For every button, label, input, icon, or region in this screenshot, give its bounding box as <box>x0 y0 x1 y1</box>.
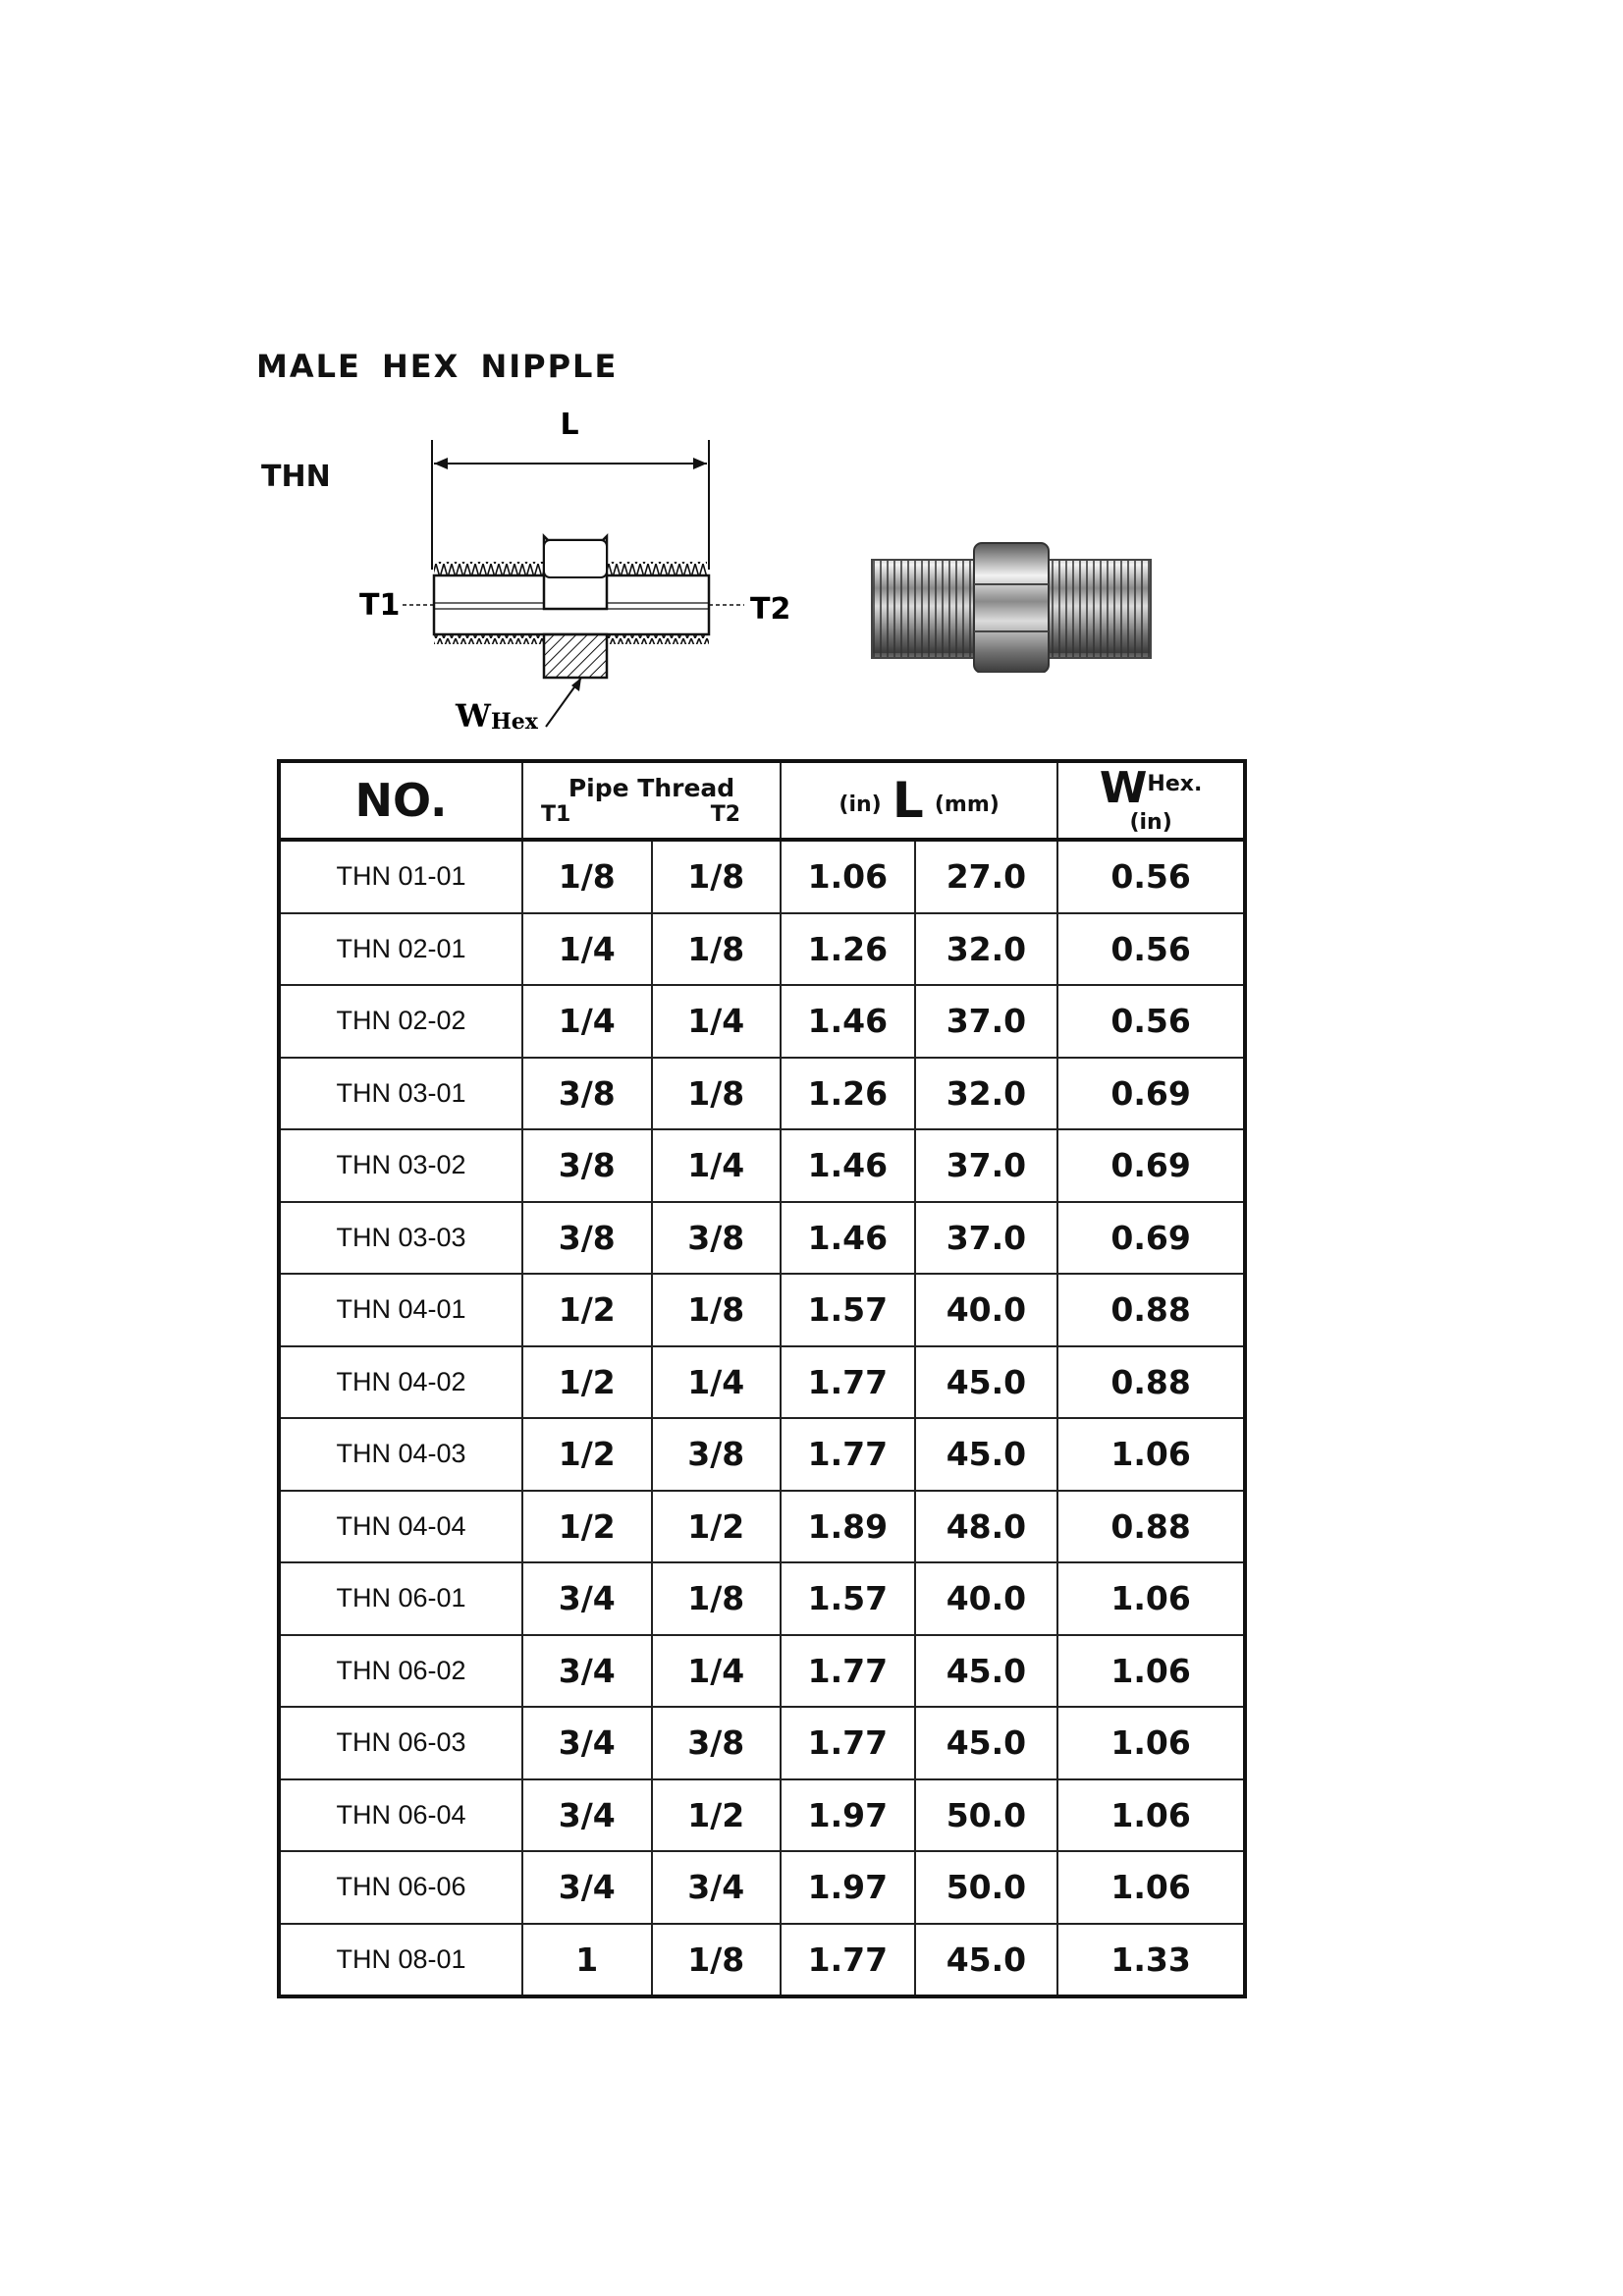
cell-length-in: 1.46 <box>781 1202 915 1275</box>
table-row <box>279 1346 1245 1419</box>
cell-length-mm: 40.0 <box>915 1562 1058 1635</box>
thread-upper-right <box>605 562 707 575</box>
cell-w-hex: 1.06 <box>1057 1635 1245 1708</box>
t1-label: T1 <box>359 588 401 623</box>
cell-length-mm: 32.0 <box>915 913 1058 986</box>
page-title: MALE HEX NIPPLE <box>256 348 619 385</box>
cell-length-mm: 27.0 <box>915 840 1058 913</box>
cell-w-hex: 1.06 <box>1057 1851 1245 1924</box>
table-row <box>279 1058 1245 1130</box>
cell-part-no: THN 06-06 <box>279 1851 522 1924</box>
cell-t2: 1/8 <box>652 840 782 913</box>
table-row <box>279 1129 1245 1202</box>
cell-length-mm: 45.0 <box>915 1707 1058 1779</box>
table-row <box>279 1562 1245 1635</box>
cell-t1: 1/4 <box>522 913 652 986</box>
cell-t2: 3/8 <box>652 1707 782 1779</box>
cell-length-in: 1.06 <box>781 840 915 913</box>
spec-table <box>277 759 1247 1998</box>
cell-length-in: 1.89 <box>781 1491 915 1563</box>
cell-t2: 1/8 <box>652 913 782 986</box>
cell-t2: 1/8 <box>652 1058 782 1130</box>
cell-w-hex: 0.88 <box>1057 1491 1245 1563</box>
cell-w-hex: 1.06 <box>1057 1707 1245 1779</box>
cell-part-no: THN 04-01 <box>279 1274 522 1346</box>
w-label: W <box>456 697 491 735</box>
cell-length-mm: 32.0 <box>915 1058 1058 1130</box>
cell-w-hex: 0.69 <box>1057 1058 1245 1130</box>
cell-t1: 1/2 <box>522 1274 652 1346</box>
cell-part-no: THN 06-02 <box>279 1635 522 1708</box>
cell-part-no: THN 06-04 <box>279 1779 522 1852</box>
header-w-hex: WHex. (in) <box>1057 761 1245 840</box>
cell-length-mm: 45.0 <box>915 1635 1058 1708</box>
table-row <box>279 840 1245 913</box>
header-length: (in) L (mm) <box>781 761 1057 840</box>
cell-part-no: THN 02-01 <box>279 913 522 986</box>
cell-w-hex: 1.06 <box>1057 1418 1245 1491</box>
cell-t1: 3/4 <box>522 1851 652 1924</box>
cell-length-mm: 37.0 <box>915 1129 1058 1202</box>
cell-part-no: THN 03-02 <box>279 1129 522 1202</box>
cell-w-hex: 1.06 <box>1057 1779 1245 1852</box>
cell-length-mm: 45.0 <box>915 1924 1058 1997</box>
length-label: L <box>560 412 579 442</box>
cell-w-hex: 0.56 <box>1057 840 1245 913</box>
thread-upper-left <box>434 562 544 575</box>
cell-t2: 1/8 <box>652 1274 782 1346</box>
cell-length-in: 1.97 <box>781 1851 915 1924</box>
table-row <box>279 1779 1245 1852</box>
cell-part-no: THN 04-03 <box>279 1418 522 1491</box>
table-row <box>279 913 1245 986</box>
pipe-thread-label: Pipe Thread <box>568 774 735 802</box>
cell-t2: 1/8 <box>652 1562 782 1635</box>
t1-header: T1 <box>541 802 571 827</box>
cell-length-in: 1.26 <box>781 913 915 986</box>
cell-part-no: THN 08-01 <box>279 1924 522 1997</box>
table-row <box>279 1707 1245 1779</box>
cell-part-no: THN 03-01 <box>279 1058 522 1130</box>
cell-t2: 3/8 <box>652 1418 782 1491</box>
cell-length-mm: 40.0 <box>915 1274 1058 1346</box>
thread-lower-right <box>607 634 709 644</box>
cell-length-in: 1.97 <box>781 1779 915 1852</box>
cell-length-mm: 37.0 <box>915 1202 1058 1275</box>
technical-drawing <box>353 412 825 746</box>
cell-t2: 1/4 <box>652 985 782 1058</box>
cell-t1: 1/2 <box>522 1491 652 1563</box>
cell-w-hex: 0.56 <box>1057 985 1245 1058</box>
cell-length-in: 1.77 <box>781 1346 915 1419</box>
cell-w-hex: 0.69 <box>1057 1202 1245 1275</box>
table-row <box>279 1274 1245 1346</box>
cell-length-in: 1.77 <box>781 1418 915 1491</box>
cell-part-no: THN 04-02 <box>279 1346 522 1419</box>
cell-t2: 1/4 <box>652 1635 782 1708</box>
t2-header: T2 <box>710 802 741 827</box>
table-row <box>279 1202 1245 1275</box>
cell-length-mm: 48.0 <box>915 1491 1058 1563</box>
cell-length-in: 1.26 <box>781 1058 915 1130</box>
cell-length-mm: 45.0 <box>915 1418 1058 1491</box>
header-no: NO. <box>279 761 522 840</box>
cell-w-hex: 1.06 <box>1057 1562 1245 1635</box>
cell-t1: 1/2 <box>522 1346 652 1419</box>
cell-length-in: 1.46 <box>781 985 915 1058</box>
hex-section <box>544 634 607 678</box>
cell-length-in: 1.57 <box>781 1562 915 1635</box>
cell-t1: 3/4 <box>522 1779 652 1852</box>
cell-t1: 1/4 <box>522 985 652 1058</box>
cell-part-no: THN 04-04 <box>279 1491 522 1563</box>
table-row <box>279 985 1245 1058</box>
cell-w-hex: 0.56 <box>1057 913 1245 986</box>
cell-part-no: THN 03-03 <box>279 1202 522 1275</box>
cell-w-hex: 0.88 <box>1057 1346 1245 1419</box>
cell-t2: 1/2 <box>652 1779 782 1852</box>
cell-t1: 3/8 <box>522 1058 652 1130</box>
cell-part-no: THN 06-01 <box>279 1562 522 1635</box>
cell-length-mm: 50.0 <box>915 1779 1058 1852</box>
cell-t1: 1 <box>522 1924 652 1997</box>
cell-length-in: 1.77 <box>781 1635 915 1708</box>
cell-t2: 1/4 <box>652 1346 782 1419</box>
cell-length-mm: 50.0 <box>915 1851 1058 1924</box>
cell-part-no: THN 02-02 <box>279 985 522 1058</box>
cell-part-no: THN 06-03 <box>279 1707 522 1779</box>
cell-length-mm: 37.0 <box>915 985 1058 1058</box>
product-code: THN <box>261 460 331 494</box>
cell-length-in: 1.77 <box>781 1924 915 1997</box>
cell-t2: 1/2 <box>652 1491 782 1563</box>
cell-length-mm: 45.0 <box>915 1346 1058 1419</box>
product-photo <box>864 535 1159 673</box>
cell-t1: 3/8 <box>522 1202 652 1275</box>
cell-t1: 3/4 <box>522 1635 652 1708</box>
cell-part-no: THN 01-01 <box>279 840 522 913</box>
cell-w-hex: 0.88 <box>1057 1274 1245 1346</box>
table-row <box>279 1924 1245 1997</box>
cell-t1: 1/8 <box>522 840 652 913</box>
cell-w-hex: 0.69 <box>1057 1129 1245 1202</box>
cell-t1: 3/4 <box>522 1562 652 1635</box>
table-row <box>279 1491 1245 1563</box>
cell-t1: 3/8 <box>522 1129 652 1202</box>
thread-lower-left <box>434 634 544 644</box>
header-pipe-thread <box>522 761 781 840</box>
cell-t2: 1/4 <box>652 1129 782 1202</box>
cell-t1: 1/2 <box>522 1418 652 1491</box>
table-row <box>279 1635 1245 1708</box>
cell-t2: 3/8 <box>652 1202 782 1275</box>
table-row <box>279 1418 1245 1491</box>
t2-label: T2 <box>750 592 791 627</box>
hex-label: Hex <box>491 709 538 735</box>
cell-t2: 3/4 <box>652 1851 782 1924</box>
cell-length-in: 1.77 <box>781 1707 915 1779</box>
cell-t1: 3/4 <box>522 1707 652 1779</box>
table-row <box>279 1851 1245 1924</box>
cell-w-hex: 1.33 <box>1057 1924 1245 1997</box>
cell-length-in: 1.46 <box>781 1129 915 1202</box>
cell-t2: 1/8 <box>652 1924 782 1997</box>
table-header-row <box>279 761 1245 840</box>
cell-length-in: 1.57 <box>781 1274 915 1346</box>
